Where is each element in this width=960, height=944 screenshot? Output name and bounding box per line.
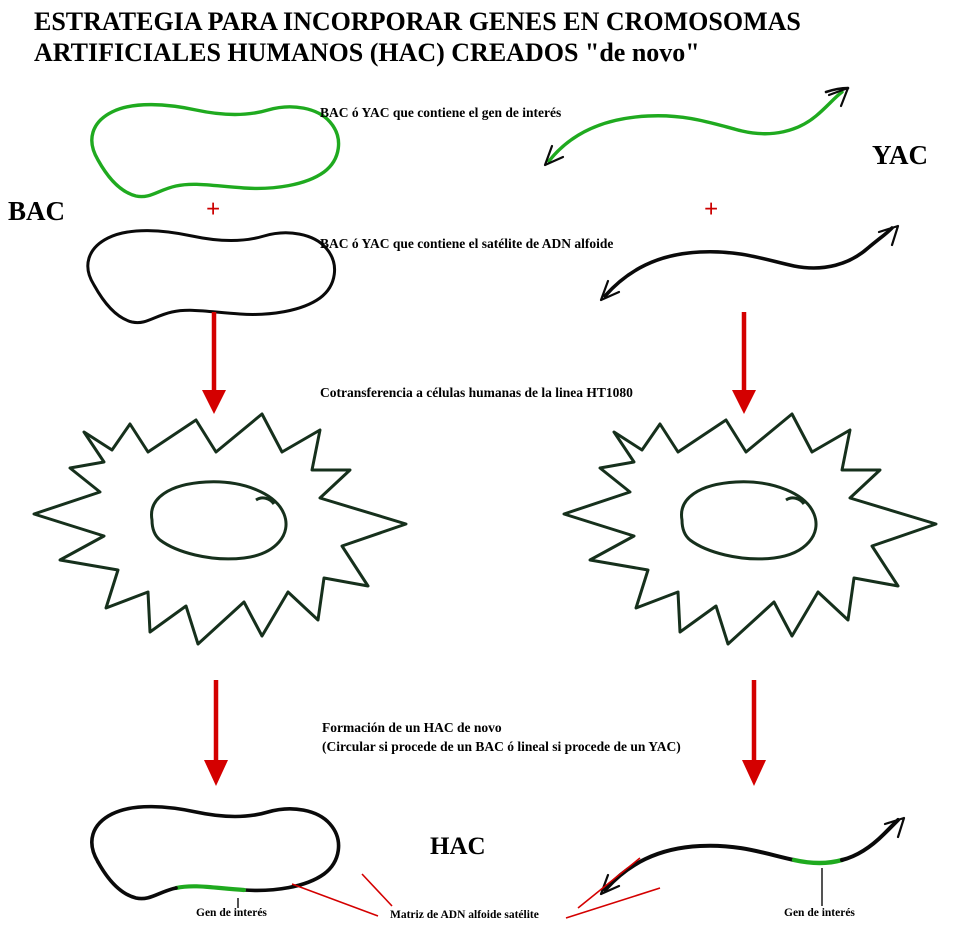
label-bac: BAC	[8, 196, 66, 226]
right-gene-vector-linear	[545, 88, 848, 165]
left-gene-vector-circular	[92, 105, 339, 197]
left-hac-circular	[92, 807, 339, 899]
right-satellite-vector-linear	[601, 226, 898, 300]
label-hac: HAC	[430, 833, 486, 860]
arrow-left-to-hac	[204, 680, 228, 786]
plus-sign-left: +	[206, 196, 221, 223]
left-human-cell	[34, 414, 406, 644]
left-satellite-vector-circular	[88, 231, 335, 323]
caption-gene-right: Gen de interés	[784, 907, 855, 919]
plus-sign-right: +	[704, 196, 719, 223]
caption-gene-left: Gen de interés	[196, 907, 267, 919]
caption-formation-line1: Formación de un HAC de novo	[322, 720, 502, 735]
arrow-left-to-cell	[202, 312, 226, 414]
arrow-right-to-hac	[742, 680, 766, 786]
right-human-cell	[564, 414, 936, 644]
caption-gene-vector: BAC ó YAC que contiene el gen de interés	[320, 105, 562, 120]
page-title: ESTRATEGIA PARA INCORPORAR GENES EN CROMOSOMAS ARTIFICIALES HUMANOS (HAC) CREADOS "de novo"	[34, 7, 801, 67]
right-hac-linear	[601, 818, 904, 894]
label-yac: YAC	[872, 140, 929, 170]
caption-satellite-vector: BAC ó YAC que contiene el satélite de ADN alfoide	[320, 236, 614, 251]
caption-formation-line2: (Circular si procede de un BAC ó lineal si procede de un YAC)	[322, 739, 681, 754]
arrow-right-to-cell	[732, 312, 756, 414]
caption-cotransfer: Cotransferencia a células humanas de la linea HT1080	[320, 385, 633, 400]
caption-alphoid-matrix: Matriz de ADN alfoide satélite	[390, 909, 539, 921]
